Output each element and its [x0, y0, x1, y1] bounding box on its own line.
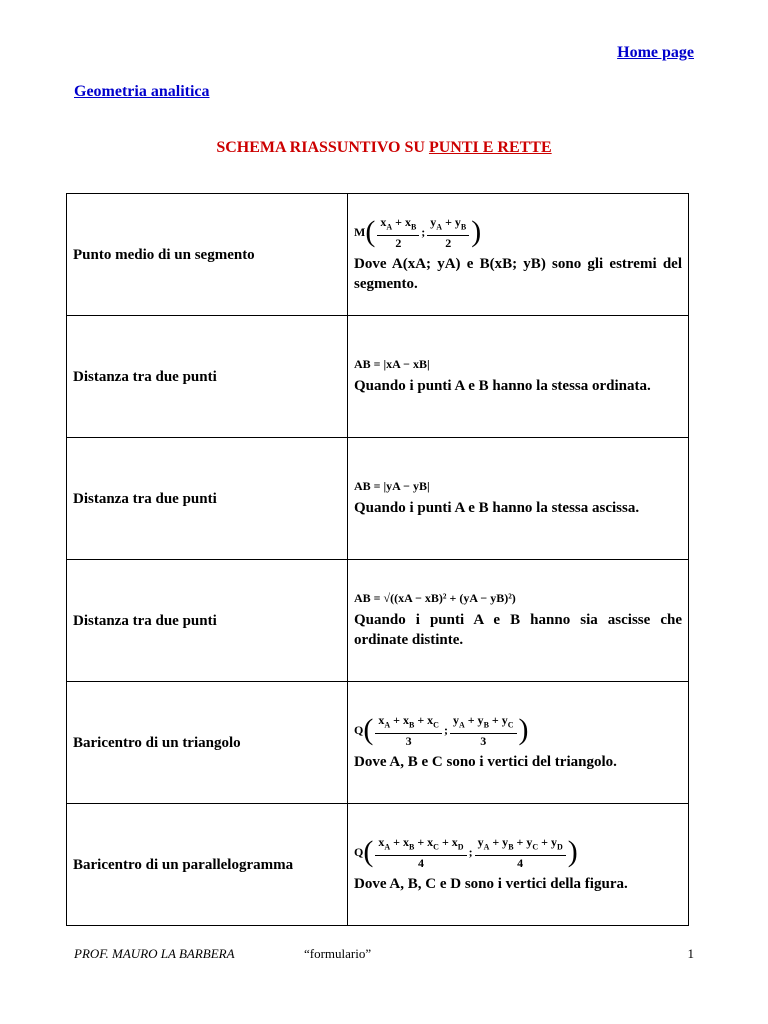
- table-row: [67, 560, 689, 682]
- title-prefix: SCHEMA RIASSUNTIVO SU: [216, 139, 429, 156]
- row-label: Punto medio di un segmento: [67, 194, 348, 316]
- parallelogram-centroid-formula: Q ( $\frac{x_A + x_B + x_C + x_D}{4}$ ; $\frac{y_A + y_B + y_C + y_D}{4}$ ): [354, 835, 578, 870]
- triangle-centroid-formula: Q ( $\frac{x_A + x_B + x_C}{3}$ ; $\frac{y_A + y_B + y_C}{3}$ ): [354, 713, 529, 748]
- geometria-analitica-link[interactable]: Geometria analitica: [74, 83, 210, 100]
- table-row: [67, 316, 689, 438]
- table-row: [67, 804, 689, 926]
- row-label: Distanza tra due punti: [67, 316, 348, 438]
- row-content: [348, 560, 689, 682]
- table-row: [67, 438, 689, 560]
- midpoint-formula: M ( $\frac{x_A + x_B}{2}$ ; $\frac{y_A + y_B}{2}$ ): [354, 215, 482, 250]
- page-title: [0, 139, 768, 157]
- row-label: Distanza tra due punti: [67, 438, 348, 560]
- home-page-link[interactable]: Home page: [617, 44, 694, 61]
- row-content: [348, 194, 689, 316]
- page-footer: [74, 946, 694, 962]
- distance-formula-same-abscissa: AB = |yA − yB|: [354, 479, 430, 493]
- footer-author: PROF. MAURO LA BARBERA: [74, 946, 235, 961]
- formula-table: [66, 193, 689, 926]
- distance-formula-general: AB = √((xA − xB)² + (yA − yB)²): [354, 591, 516, 605]
- page-number: 1: [687, 946, 694, 961]
- footer-course: “formulario”: [304, 946, 372, 961]
- row-description: Quando i punti A e B hanno sia ascisse che ordinate distinte.: [354, 612, 682, 648]
- table-row: [67, 682, 689, 804]
- row-content: [348, 438, 689, 560]
- row-description: Dove A(xA; yA) e B(xB; yB) sono gli estremi del segmento.: [354, 255, 682, 292]
- row-label: Baricentro di un triangolo: [67, 682, 348, 804]
- row-label: Baricentro di un parallelogramma: [67, 804, 348, 926]
- row-content: [348, 804, 689, 926]
- title-underlined: PUNTI E RETTE: [428, 139, 552, 156]
- row-description: Quando i punti A e B hanno la stessa ascissa.: [354, 500, 640, 516]
- row-content: [348, 316, 689, 438]
- row-description: Dove A, B e C sono i vertici del triangolo.: [354, 753, 617, 770]
- row-description: Dove A, B, C e D sono i vertici della figura.: [354, 875, 628, 892]
- row-label: Distanza tra due punti: [67, 560, 348, 682]
- row-content: [348, 682, 689, 804]
- table-row: [67, 194, 689, 316]
- distance-formula-same-ordinate: AB = |xA − xB|: [354, 357, 430, 371]
- row-description: Quando i punti A e B hanno la stessa ordinata.: [354, 378, 651, 394]
